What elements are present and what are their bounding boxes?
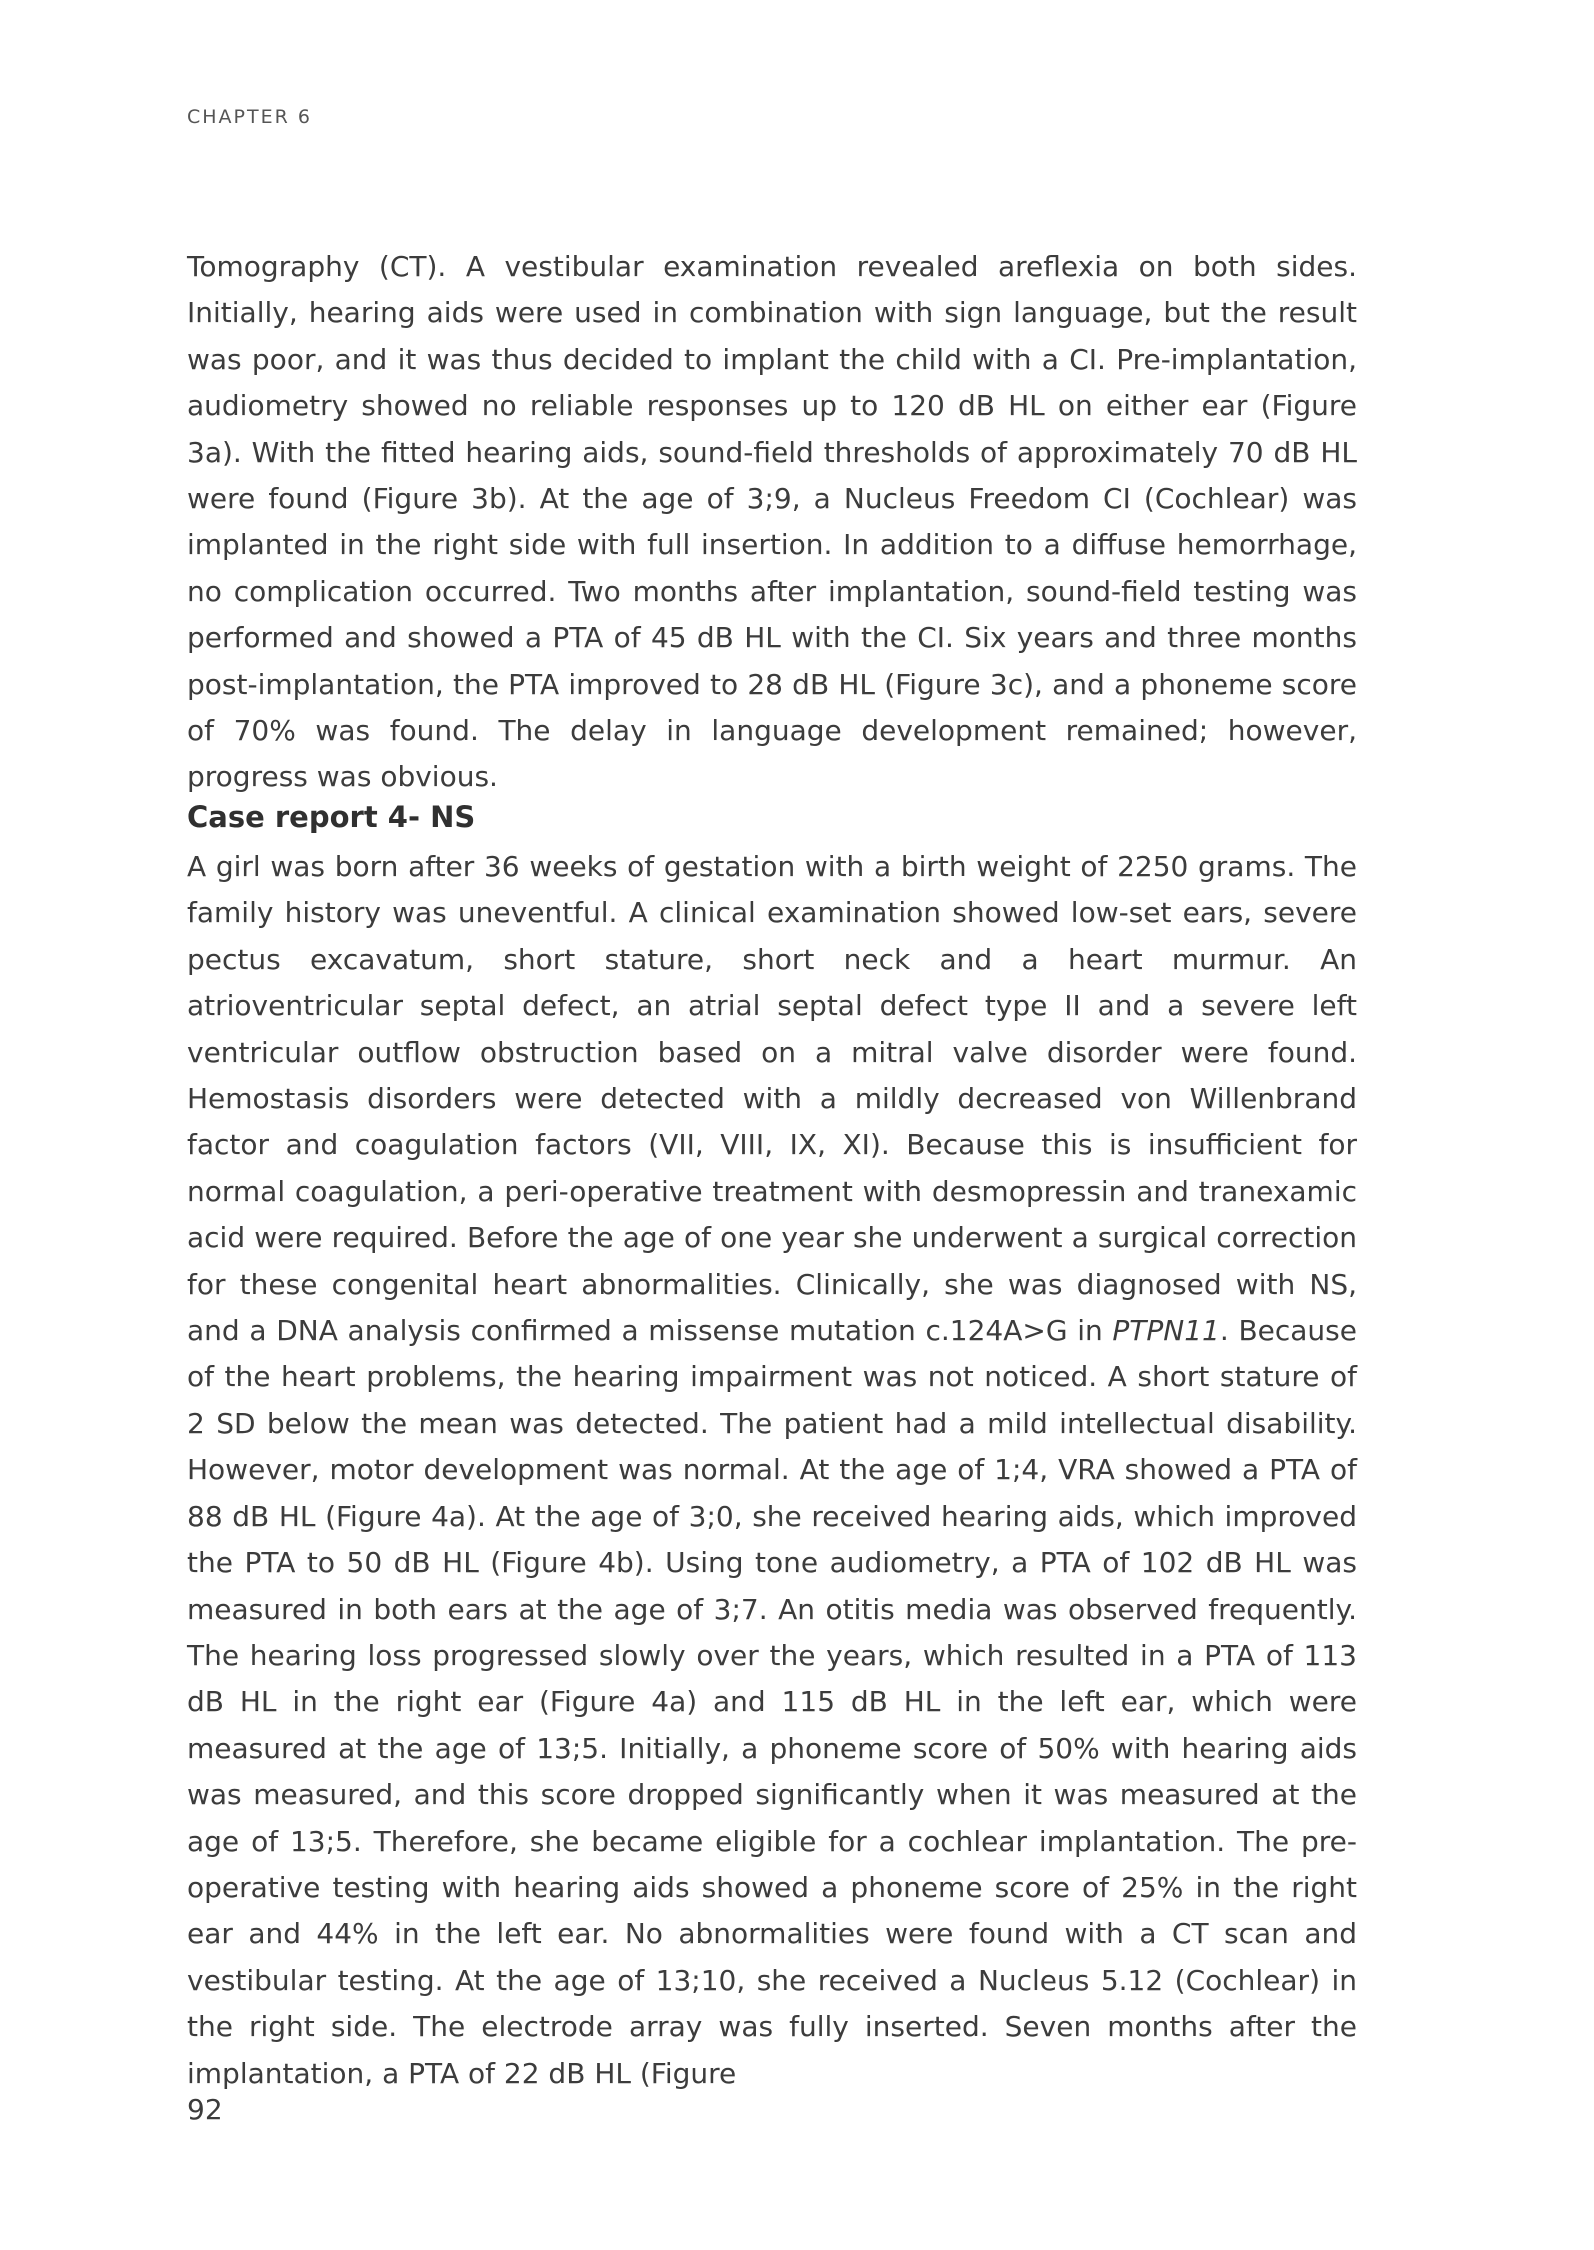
paragraph-text-after-gene: . Because of the heart problems, the hearing impairment was not noticed. A short stature of 2 SD below the mean was detected. The patient had a mild intellectual disability. However, motor development was normal. At the age of 1;4, VRA showed a PTA of 88 dB HL (Figure 4a). At the age of 3;0, she received hearing aids, which improved the PTA to 50 dB HL (Figure 4b). Using tone audiometry, a PTA of 102 dB HL was measured in both ears at the age of 3;7. An otitis media was observed frequently. The hearing loss progressed slowly over the years, which resulted in a PTA of 113 dB HL in the right ear (Figure 4a) and 115 dB HL in the left ear, which were measured at the age of 13;5. Initially, a phoneme score of 50% with hearing aids was measured, and this score dropped significantly when it was measured at the age of 13;5. Therefore, she became eligible for a cochlear implantation. The pre-operative testing with hearing aids showed a phoneme score of 25% in the right ear and 44% in the left ear. No abnormalities were found with a CT scan and vestibular testing. At the age of 13;10, she received a Nucleus 5.12 (Cochlear) in the right side. The electrode array was fully inserted. Seven months after the implantation, a PTA of 22 dB HL (Figure [187, 1314, 1357, 2090]
section-heading: Case report 4- NS [187, 800, 476, 834]
paragraph-text-before-gene: A girl was born after 36 weeks of gestation with a birth weight of 2250 grams. The family history was uneventful. A clinical examination showed low-set ears, severe pectus excavatum, short stature, short neck and a heart murmur. An atrioventricular septal defect, an atrial septal defect type II and a severe left ventricular outflow obstruction based on a mitral valve disorder were found. Hemostasis disorders were detected with a mildly decreased von Willenbrand factor and coagulation factors (VII, VIII, IX, XI). Because this is insufficient for normal coagulation, a peri-operative treatment with desmopressin and tranexamic acid were required. Before the age of one year she underwent a surgical correction for these congenital heart abnormalities. Clinically, she was diagnosed with NS, and a DNA analysis confirmed a missense mutation c.124A>G in [187, 850, 1357, 1348]
running-head: CHAPTER 6 [187, 106, 312, 128]
body-paragraph-2 [187, 844, 1357, 2097]
gene-name: PTPN11 [1112, 1314, 1220, 1348]
body-paragraph-1: Tomography (CT). A vestibular examination revealed areflexia on both sides. Initially, hearing aids were used in combination with sign language, but the result was poor, and it was thus decided to implant the child with a CI. Pre-implantation, audiometry showed no reliable responses up to 120 dB HL on either ear (Figure 3a). With the fitted hearing aids, sound-field thresholds of approximately 70 dB HL were found (Figure 3b). At the age of 3;9, a Nucleus Freedom CI (Cochlear) was implanted in the right side with full insertion. In addition to a diffuse hemorrhage, no complication occurred. Two months after implantation, sound-field testing was performed and showed a PTA of 45 dB HL with the CI. Six years and three months post-implantation, the PTA improved to 28 dB HL (Figure 3c), and a phoneme score of 70% was found. The delay in language development remained; however, progress was obvious. [187, 250, 1357, 794]
page-number: 92 [187, 2093, 223, 2126]
